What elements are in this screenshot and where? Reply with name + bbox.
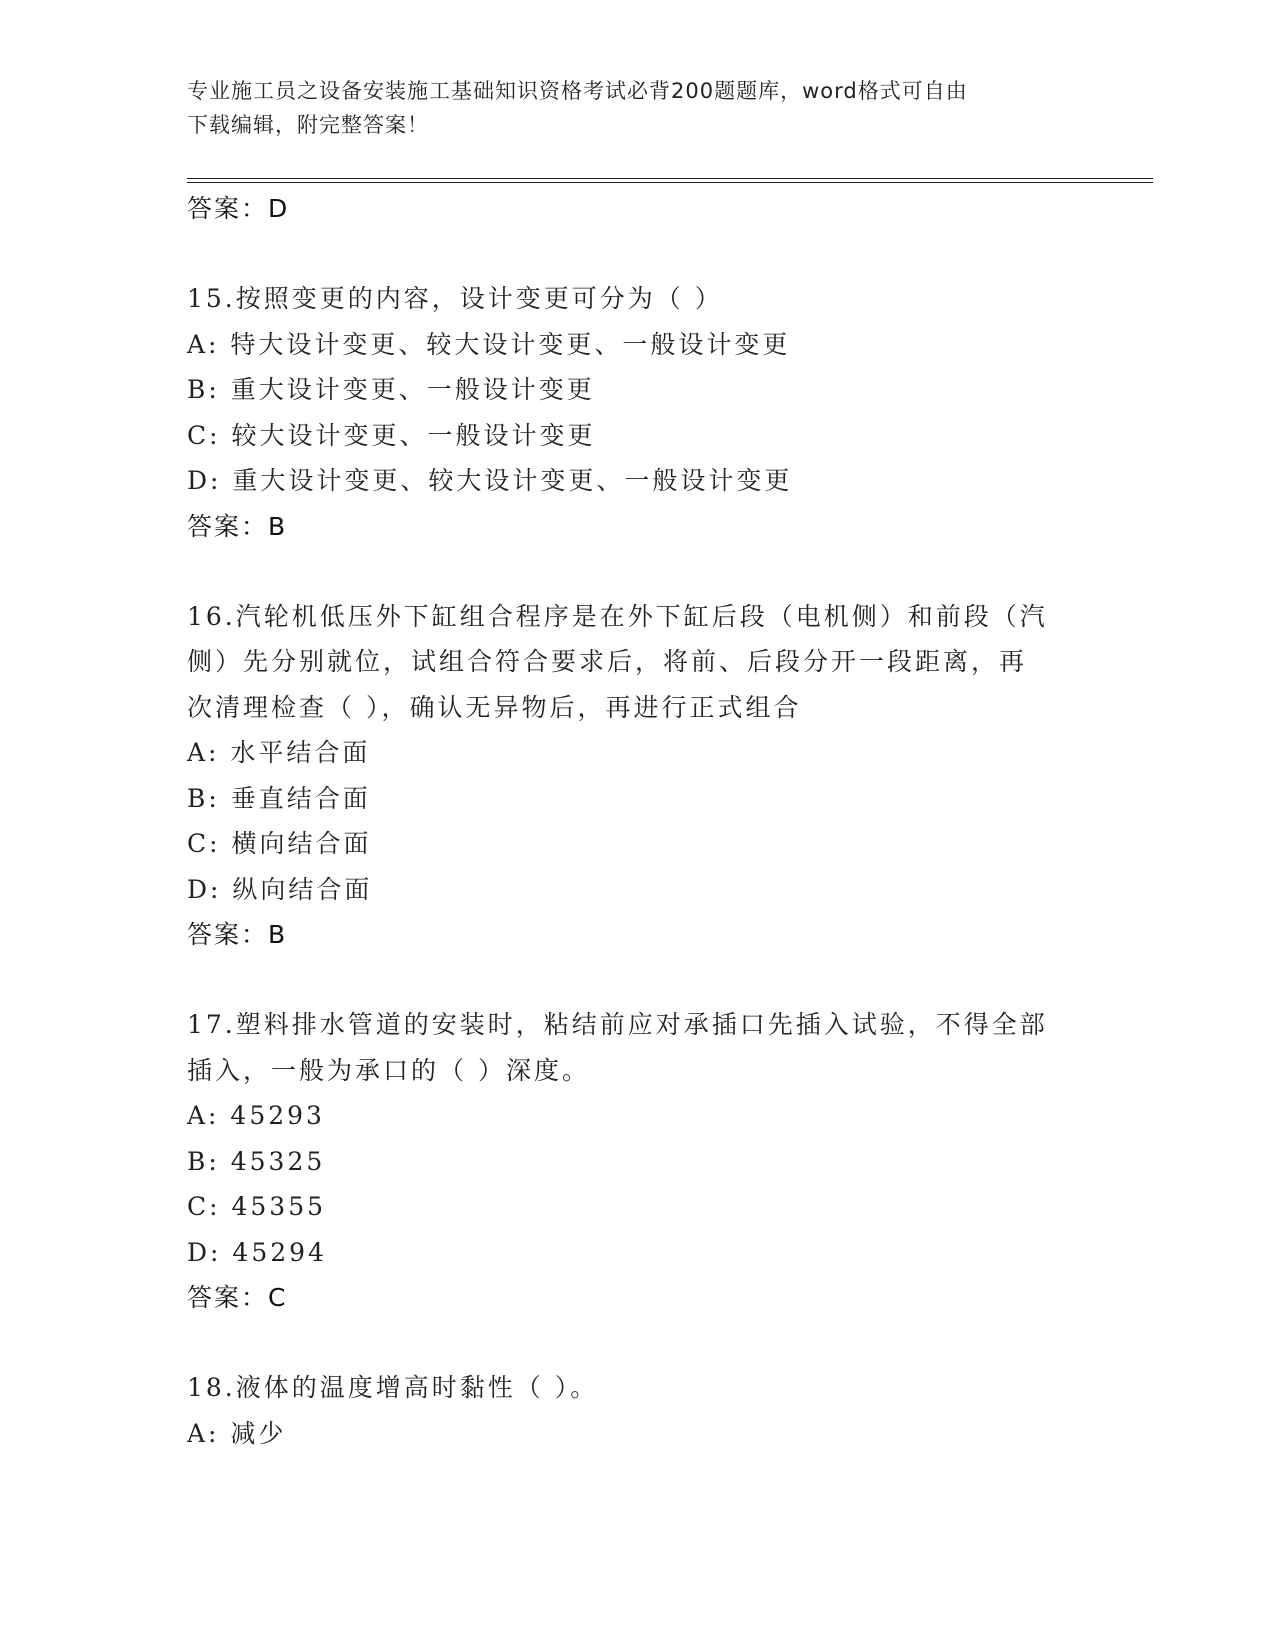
- spacer: [187, 232, 1067, 276]
- option-c: C: 横向结合面: [187, 829, 372, 858]
- header-divider-bottom: [187, 182, 1153, 183]
- question-text-line-1: 16.汽轮机低压外下缸组合程序是在外下缸后段（电机侧）和前段（汽: [187, 601, 1048, 631]
- answer: 答案：B: [187, 920, 288, 949]
- option-a: A: 水平结合面: [187, 738, 371, 767]
- question-text: 18.液体的温度增高时黏性（ ）。: [187, 1373, 599, 1402]
- option-b: B: 重大设计变更、一般设计变更: [187, 375, 595, 404]
- option-a: A: 减少: [187, 1418, 287, 1448]
- spacer: [187, 1321, 1067, 1365]
- question-15: [187, 276, 1067, 550]
- option-b: B: 45325: [187, 1146, 326, 1176]
- question-list: [187, 186, 1067, 1456]
- spacer: [187, 958, 1067, 1002]
- header-divider-top: [187, 178, 1153, 179]
- option-c: C: 45355: [187, 1192, 327, 1221]
- option-a: A: 特大设计变更、较大设计变更、一般设计变更: [187, 329, 791, 359]
- question-text-line-2: 侧）先分别就位，试组合符合要求后，将前、后段分开一段距离，再: [187, 647, 1028, 676]
- option-d: D: 45294: [187, 1237, 327, 1267]
- header-line-1: 专业施工员之设备安装施工基础知识资格考试必背200题题库，word格式可自由: [187, 79, 968, 103]
- option-c: C: 较大设计变更、一般设计变更: [187, 420, 596, 450]
- option-d: D: 纵向结合面: [187, 874, 373, 904]
- document-header: [187, 74, 1067, 142]
- question-18: [187, 1365, 1067, 1456]
- answer: 答案：C: [187, 1283, 288, 1312]
- option-a: A: 45293: [187, 1101, 325, 1130]
- previous-answer: 答案：D: [187, 194, 290, 223]
- option-b: B: 垂直结合面: [187, 783, 371, 813]
- answer: 答案：B: [187, 511, 288, 541]
- question-text-line-3: 次清理检查（ ），确认无异物后，再进行正式组合: [187, 692, 802, 722]
- header-line-2: 下载编辑，附完整答案！: [187, 113, 429, 137]
- question-text-line-2: 插入，一般为承口的（ ）深度。: [187, 1055, 590, 1085]
- question-16: [187, 594, 1067, 959]
- question-text: 15.按照变更的内容，设计变更可分为（ ）: [187, 284, 723, 313]
- question-17: [187, 1002, 1067, 1321]
- spacer: [187, 550, 1067, 594]
- option-d: D: 重大设计变更、较大设计变更、一般设计变更: [187, 466, 793, 495]
- question-text-line-1: 17.塑料排水管道的安装时，粘结前应对承插口先插入试验，不得全部: [187, 1010, 1048, 1039]
